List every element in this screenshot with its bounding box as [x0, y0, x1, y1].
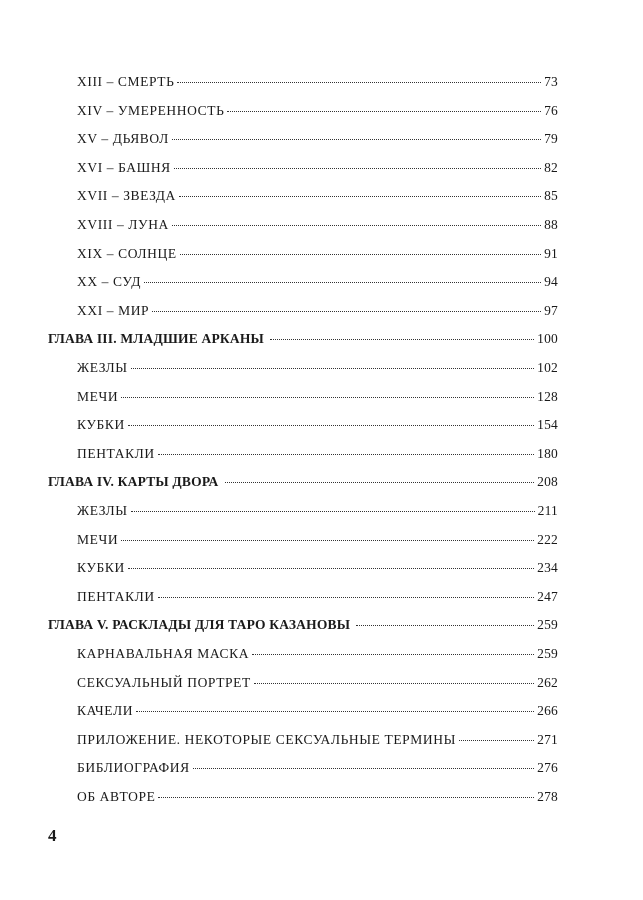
toc-entry[interactable]: [77, 589, 558, 609]
toc-entry-page: 247: [537, 588, 558, 604]
toc-entry-page: 266: [537, 703, 558, 719]
toc-entry-page: 262: [537, 674, 558, 690]
toc-entry[interactable]: [77, 360, 558, 380]
toc-entry-page: 79: [544, 131, 558, 147]
toc-entry-title: XX – СУД: [77, 274, 142, 290]
toc-entry-page: 276: [537, 760, 558, 776]
toc-entry-title: XVI – БАШНЯ: [77, 159, 171, 175]
toc-entry-page: 82: [544, 159, 558, 175]
toc-entry-title: ЖЕЗЛЫ: [77, 360, 128, 375]
toc-entry[interactable]: [77, 274, 558, 294]
toc-entry-title: ПЕНТАКЛИ: [77, 445, 155, 461]
toc-entry-page: 76: [544, 102, 558, 118]
dot-leader: [172, 225, 541, 226]
dot-leader: [136, 711, 534, 712]
dot-leader: [158, 797, 534, 798]
dot-leader: [174, 168, 541, 169]
toc-entry[interactable]: [77, 503, 558, 523]
dot-leader: [225, 482, 535, 483]
dot-leader: [459, 740, 534, 741]
dot-leader: [254, 683, 534, 684]
toc-entry-page: 94: [544, 274, 558, 290]
toc-entry[interactable]: [77, 217, 558, 237]
toc-chapter-title: ГЛАВА V. РАСКЛАДЫ ДЛЯ ТАРО КАЗАНОВЫ: [48, 617, 351, 633]
toc-entry-title: XXI – МИР: [77, 302, 150, 318]
toc-chapter-title: ГЛАВА IV. КАРТЫ ДВОРА: [48, 474, 219, 490]
toc-entry-page: 85: [544, 188, 558, 204]
toc-chapter-page: 100: [537, 331, 558, 347]
toc-entry[interactable]: [77, 160, 558, 180]
toc-entry-title: МЕЧИ: [77, 531, 119, 547]
toc-entry-page: 102: [537, 360, 558, 375]
dot-leader: [193, 768, 534, 769]
toc-entry-page: 211: [537, 503, 558, 518]
toc-entry-page: 73: [544, 74, 558, 89]
toc-entry-title: XIV – УМЕРЕННОСТЬ: [77, 102, 225, 118]
dot-leader: [252, 654, 534, 655]
dot-leader: [128, 568, 534, 569]
dot-leader: [128, 425, 534, 426]
toc-entry[interactable]: [77, 389, 558, 409]
dot-leader: [270, 339, 534, 340]
toc-entry-page: 278: [537, 789, 558, 804]
dot-leader: [177, 82, 541, 83]
toc-entry-page: 222: [537, 531, 558, 547]
toc-entry-title: МЕЧИ: [77, 388, 119, 404]
toc-entry-page: 259: [537, 646, 558, 661]
toc-chapter-entry[interactable]: [48, 474, 558, 494]
toc-entry[interactable]: [77, 789, 558, 809]
toc-entry-title: КАРНАВАЛЬНАЯ МАСКА: [77, 646, 250, 661]
toc-entry-title: XVII – ЗВЕЗДА: [77, 188, 176, 204]
toc-entry-title: КУБКИ: [77, 417, 125, 433]
toc-entry[interactable]: [77, 303, 558, 323]
dot-leader: [131, 368, 535, 369]
toc-entry-page: 180: [537, 445, 558, 461]
toc-entry[interactable]: [77, 760, 558, 780]
toc-entry[interactable]: [77, 732, 558, 752]
toc-chapter-entry[interactable]: [48, 617, 558, 637]
dot-leader: [227, 111, 541, 112]
toc-entry-title: БИБЛИОГРАФИЯ: [77, 760, 190, 776]
dot-leader: [121, 540, 534, 541]
toc-entry[interactable]: [77, 675, 558, 695]
toc-entry[interactable]: [77, 131, 558, 151]
toc-entry-page: 91: [544, 245, 558, 261]
dot-leader: [179, 196, 541, 197]
toc-entry[interactable]: [77, 560, 558, 580]
toc-entry[interactable]: [77, 417, 558, 437]
page-number: 4: [48, 826, 57, 845]
toc-entry-title: КАЧЕЛИ: [77, 703, 134, 719]
toc-chapter-page: 208: [537, 474, 558, 490]
dot-leader: [356, 625, 534, 626]
toc-entry[interactable]: [77, 446, 558, 466]
dot-leader: [172, 139, 541, 140]
dot-leader: [121, 397, 534, 398]
dot-leader: [158, 454, 534, 455]
toc-chapter-title: ГЛАВА III. МЛАДШИЕ АРКАНЫ: [48, 331, 264, 347]
toc-entry-title: XIX – СОЛНЦЕ: [77, 245, 177, 261]
toc-entry-title: ОБ АВТОРЕ: [77, 789, 156, 804]
toc-entry-title: КУБКИ: [77, 560, 125, 576]
toc-entry[interactable]: [77, 646, 558, 666]
toc-entry[interactable]: [77, 103, 558, 123]
dot-leader: [180, 254, 541, 255]
toc-chapter-entry[interactable]: [48, 331, 558, 351]
toc-entry-page: 128: [537, 388, 558, 404]
toc-entry-page: 154: [537, 417, 558, 433]
toc-chapter-page: 259: [537, 617, 558, 633]
toc-entry-page: 97: [544, 302, 558, 318]
toc-entry-page: 271: [537, 731, 558, 747]
toc-entry[interactable]: [77, 246, 558, 266]
toc-entry[interactable]: [77, 74, 558, 94]
toc-entry[interactable]: [77, 188, 558, 208]
toc-entry-title: XVIII – ЛУНА: [77, 217, 169, 232]
dot-leader: [152, 311, 541, 312]
dot-leader: [158, 597, 534, 598]
toc-entry-title: СЕКСУАЛЬНЫЙ ПОРТРЕТ: [77, 674, 251, 690]
toc-entry-title: ПРИЛОЖЕНИЕ. НЕКОТОРЫЕ СЕКСУАЛЬНЫЕ ТЕРМИНЫ: [77, 731, 456, 747]
toc-entry-page: 88: [544, 217, 558, 232]
toc-entry[interactable]: [77, 532, 558, 552]
dot-leader: [144, 282, 541, 283]
toc-entry-title: XIII – СМЕРТЬ: [77, 74, 175, 89]
toc-entry-title: XV – ДЬЯВОЛ: [77, 131, 169, 147]
toc-entry-title: ЖЕЗЛЫ: [77, 503, 128, 518]
toc-entry[interactable]: [77, 703, 558, 723]
dot-leader: [131, 511, 535, 512]
toc-entry-page: 234: [537, 560, 558, 576]
toc-entry-title: ПЕНТАКЛИ: [77, 588, 155, 604]
